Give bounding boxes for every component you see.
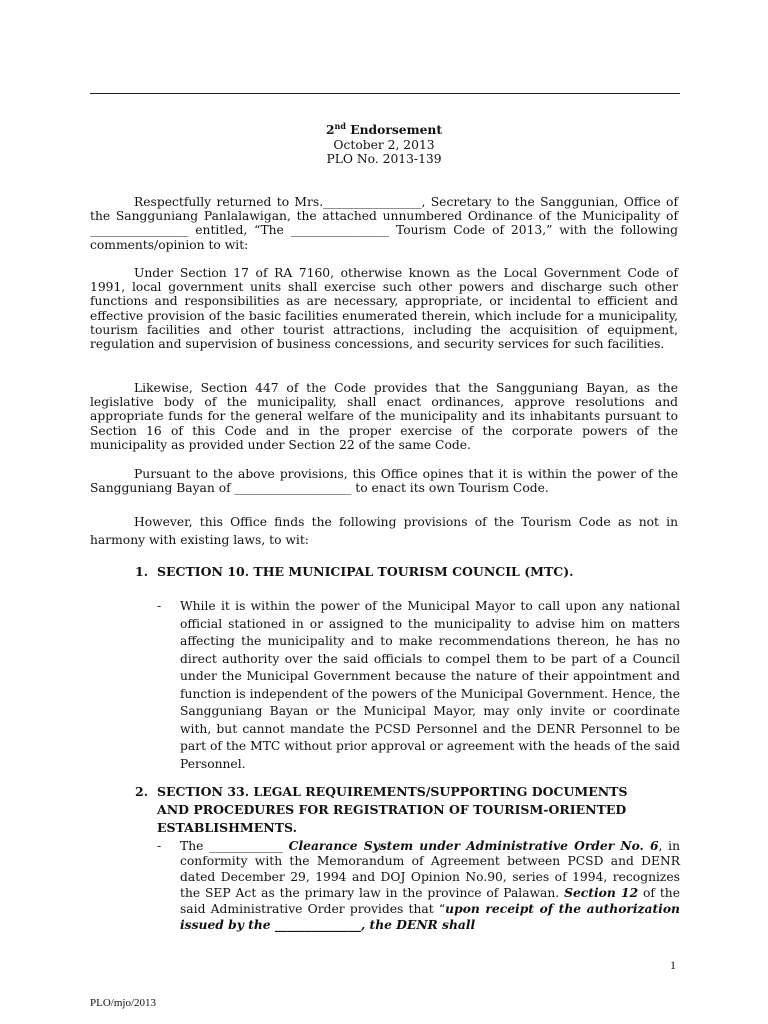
section-2-title-rest: AND PROCEDURES FOR REGISTRATION OF TOURISM-ORIENTED ESTABLISHMENTS.	[157, 802, 627, 835]
endorsement-title: 2nd Endorsement	[325, 120, 443, 137]
section-2-bullet	[157, 838, 680, 934]
section-2-number: 2.	[135, 784, 149, 799]
section-1-number: 1.	[135, 564, 149, 579]
section-2-title-line1: SECTION 33. LEGAL REQUIREMENTS/SUPPORTING DOCUMENTS	[157, 784, 628, 799]
endorsement-date: October 2, 2013	[333, 137, 435, 152]
footer-reference: PLO/mjo/2013	[90, 997, 157, 1009]
paragraph-opinion: Pursuant to the above provisions, this Office opines that it is within the power of the Sangguniang Bayan of ___________________ to enact its own Tourism Code.	[90, 467, 678, 496]
section-1-bullet-text: While it is within the power of the Municipal Mayor to call upon any national official stationed in or assigned to the municipality to advise him on matters affecting the municipality and to make recommendations thereon, he has no direct authority over the said officials to compel them to be part of a Council under the Municipal Government because the nature of their appointment and function is independent of the powers of the Municipal Government. Hence, the Sangguniang Bayan or the Municipal Mayor, may only invite or coordinate with, but cannot mandate the PCSD Personnel and the DENR Personnel to be part of the MTC without prior approval or agreement with the heads of the said Personnel.	[180, 599, 680, 771]
top-rule	[90, 93, 680, 94]
endorsement-header	[0, 120, 768, 167]
dash-marker: -	[157, 839, 162, 853]
paragraph-section-17: Under Section 17 of RA 7160, otherwise known as the Local Government Code of 1991, local government units shall exercise such other powers and discharge such other functions and responsibilities as are necessary, appropriate, or incidental to efficient and effective provision of the basic facilities enumerated therein, which include for a municipality, tourism facilities and other tourist attractions, including the acquisition of equipment, regulation and supervision of business concessions, and security services for such facilities.	[90, 266, 678, 352]
section-1-bullet	[157, 598, 680, 773]
paragraph-return: Respectfully returned to Mrs.________________, Secretary to the Sanggunian, Office of the Sangguniang Panlalawigan, the attached unnumbered Ordinance of the Municipality of ________________ entitled, “The ________________ Tourism Code of 2013,” with the following comments/opinion to wit:	[90, 195, 678, 252]
section-2-bullet-text: The ____________ Clearance System under Administrative Order No. 6, in conformity with the Memorandum of Agreement between PCSD and DENR dated December 29, 1994 and DOJ Opinion No.90, series of 1994, recognizes the SEP Act as the primary law in the province of Palawan. Section 12 of the said Administrative Order provides that “upon receipt of the authorization issued by the ______________, the DENR shall	[180, 838, 681, 933]
paragraph-section-447: Likewise, Section 447 of the Code provides that the Sangguniang Bayan, as the legislative body of the municipality, shall enact ordinances, approve resolutions and appropriate funds for the general welfare of the municipality and its inhabitants pursuant to Section 16 of this Code and in the proper exercise of the corporate powers of the municipality as provided under Section 22 of the same Code.	[90, 381, 678, 452]
section-2-heading	[135, 783, 680, 837]
section-1-title: SECTION 10. THE MUNICIPAL TOURISM COUNCIL (MTC).	[157, 564, 574, 579]
paragraph-findings: However, this Office finds the following provisions of the Tourism Code as not in harmony with existing laws, to wit:	[90, 515, 678, 547]
plo-number: PLO No. 2013-139	[326, 152, 442, 166]
section-1-heading	[135, 563, 680, 581]
page-number: 1	[670, 958, 676, 972]
dash-marker: -	[157, 599, 162, 613]
